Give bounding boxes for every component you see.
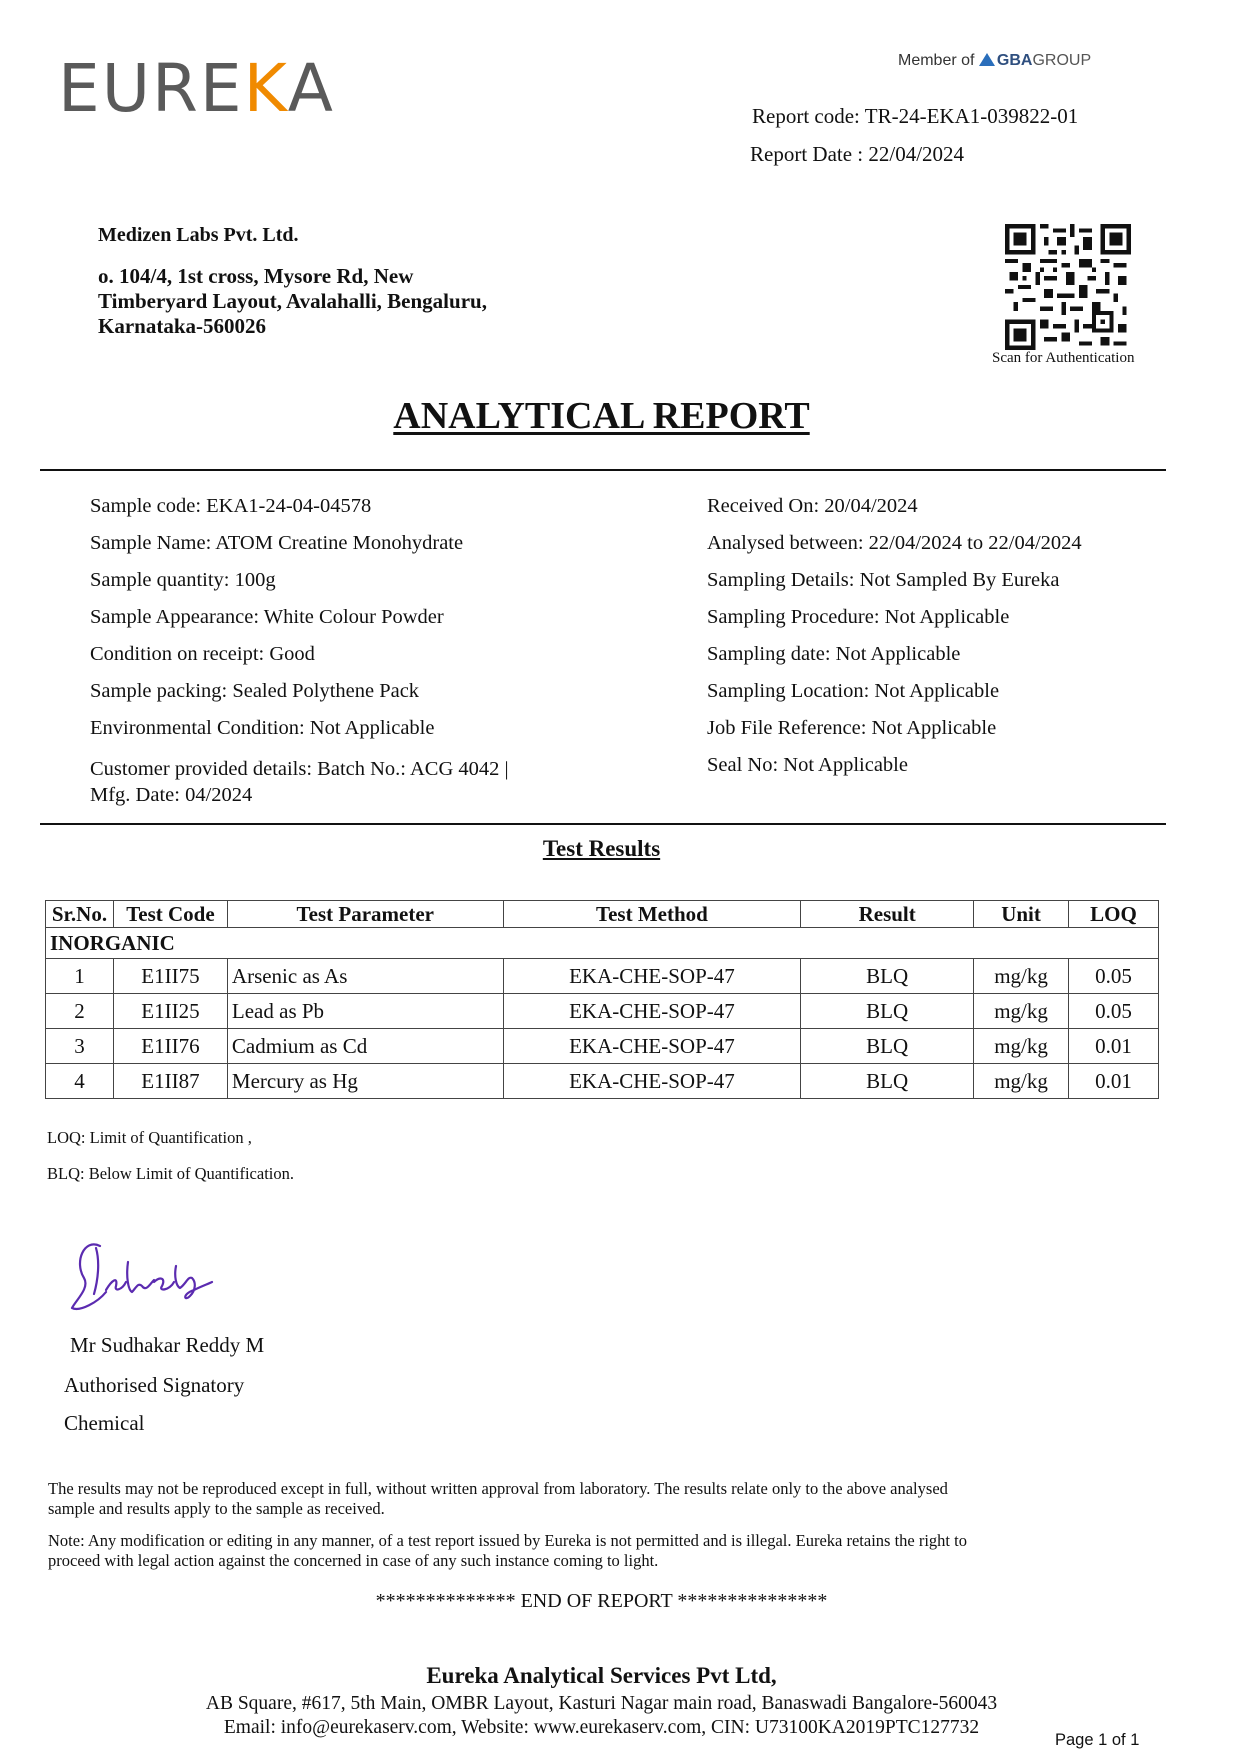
sample-detail: Condition on receipt: Good	[90, 643, 315, 665]
cell-result: BLQ	[801, 994, 974, 1029]
test-results-title: Test Results	[542, 836, 661, 861]
cell-test-code: E1II75	[113, 959, 227, 994]
disclaimer-reproduction	[48, 1479, 1128, 1519]
member-of-gba-group	[898, 52, 1091, 70]
cell-sr-no: 3	[46, 1029, 114, 1064]
sample-detail: Sample Appearance: White Colour Powder	[90, 606, 444, 628]
signatory-department: Chemical	[64, 1411, 145, 1435]
cell-result: BLQ	[801, 959, 974, 994]
cell-test-code: E1II76	[113, 1029, 227, 1064]
cell-sr-no: 1	[46, 959, 114, 994]
qr-code[interactable]	[1005, 224, 1131, 350]
divider	[40, 823, 1166, 825]
handwritten-signature	[70, 1232, 220, 1322]
column-header: Test Parameter	[227, 901, 503, 928]
column-header: Sr.No.	[46, 901, 114, 928]
column-header: Result	[801, 901, 974, 928]
sample-detail: Sample Name: ATOM Creatine Monohydrate	[90, 532, 464, 554]
sample-detail: Environmental Condition: Not Applicable	[90, 717, 435, 739]
sampling-detail: Analysed between: 22/04/2024 to 22/04/2024	[707, 532, 1082, 554]
divider	[40, 469, 1166, 471]
cell-result: BLQ	[801, 1029, 974, 1064]
client-address-line: o. 104/4, 1st cross, Mysore Rd, New	[98, 264, 414, 288]
report-date: Report Date : 22/04/2024	[750, 142, 965, 166]
table-row	[46, 994, 1159, 1029]
sample-detail: Sample packing: Sealed Polythene Pack	[90, 680, 420, 702]
client-address-line: Timberyard Layout, Avalahalli, Bengaluru,	[98, 289, 487, 313]
gba-triangle-icon	[979, 53, 995, 66]
blq-note: BLQ: Below Limit of Quantification.	[47, 1164, 295, 1183]
table-header-row	[46, 901, 1159, 928]
cell-test-method: EKA-CHE-SOP-47	[503, 1029, 801, 1064]
category-label: INORGANIC	[46, 928, 1159, 959]
cell-loq: 0.01	[1069, 1029, 1159, 1064]
cell-test-code: E1II25	[113, 994, 227, 1029]
cell-test-parameter: Mercury as Hg	[227, 1064, 503, 1099]
cell-test-method: EKA-CHE-SOP-47	[503, 1064, 801, 1099]
cell-test-method: EKA-CHE-SOP-47	[503, 994, 801, 1029]
column-header: Test Code	[113, 901, 227, 928]
end-of-report: ************** END OF REPORT ***************	[375, 1590, 828, 1612]
cell-test-method: EKA-CHE-SOP-47	[503, 959, 801, 994]
gba-label: GBA	[996, 52, 1033, 69]
cell-unit: mg/kg	[974, 1029, 1069, 1064]
disclaimer-modification	[48, 1531, 1128, 1571]
cell-loq: 0.05	[1069, 994, 1159, 1029]
client-address-line: Karnataka-560026	[98, 314, 266, 338]
cell-test-parameter: Cadmium as Cd	[227, 1029, 503, 1064]
column-header: Unit	[974, 901, 1069, 928]
sampling-detail: Sampling Location: Not Applicable	[707, 680, 1000, 702]
column-header: LOQ	[1069, 901, 1159, 928]
cell-sr-no: 4	[46, 1064, 114, 1099]
qr-caption: Scan for Authentication	[992, 350, 1135, 366]
footer-contact: Email: info@eurekaserv.com, Website: www.eurekaserv.com, CIN: U73100KA2019PTC127732	[223, 1717, 980, 1738]
cell-unit: mg/kg	[974, 1064, 1069, 1099]
disclaimer-line: sample and results apply to the sample as received.	[48, 1499, 385, 1518]
sampling-detail: Sampling date: Not Applicable	[707, 643, 961, 665]
cell-test-parameter: Arsenic as As	[227, 959, 503, 994]
report-code: Report code: TR-24-EKA1-039822-01	[752, 104, 1079, 128]
cell-test-parameter: Lead as Pb	[227, 994, 503, 1029]
loq-note: LOQ: Limit of Quantification ,	[47, 1128, 252, 1147]
table-row	[46, 1064, 1159, 1099]
sample-detail: Sample quantity: 100g	[90, 569, 276, 591]
group-label: GROUP	[1032, 52, 1092, 69]
cell-result: BLQ	[801, 1064, 974, 1099]
sampling-detail: Seal No: Not Applicable	[707, 754, 908, 776]
disclaimer-line: Note: Any modification or editing in any manner, of a test report issued by Eureka is not permitted and is illegal. Eureka retains the right to	[48, 1531, 967, 1550]
table-row	[46, 959, 1159, 994]
page-number: Page 1 of 1	[1055, 1731, 1140, 1749]
sampling-detail: Job File Reference: Not Applicable	[707, 717, 997, 739]
disclaimer-line: The results may not be reproduced except in full, without written approval from laboratory. The results relate only to the above analysed	[48, 1479, 948, 1498]
company-logo: EUREKA	[58, 50, 335, 127]
sample-detail: Sample code: EKA1-24-04-04578	[90, 495, 372, 517]
sampling-detail: Sampling Details: Not Sampled By Eureka	[707, 569, 1060, 591]
disclaimer-line: proceed with legal action against the concerned in case of any such instance coming to light.	[48, 1551, 659, 1570]
report-title: ANALYTICAL REPORT	[393, 395, 810, 437]
cell-unit: mg/kg	[974, 994, 1069, 1029]
client-name: Medizen Labs Pvt. Ltd.	[98, 224, 299, 246]
member-of-label: Member of	[898, 52, 975, 69]
table-row	[46, 1029, 1159, 1064]
category-row	[46, 928, 1159, 959]
sample-detail: Mfg. Date: 04/2024	[90, 784, 253, 806]
sampling-detail: Received On: 20/04/2024	[707, 495, 918, 517]
cell-unit: mg/kg	[974, 959, 1069, 994]
results-table	[45, 900, 1159, 1099]
cell-loq: 0.05	[1069, 959, 1159, 994]
client-address	[98, 264, 487, 339]
column-header: Test Method	[503, 901, 801, 928]
footer-address: AB Square, #617, 5th Main, OMBR Layout, Kasturi Nagar main road, Banaswadi Bangalore-560043	[205, 1693, 998, 1714]
cell-loq: 0.01	[1069, 1064, 1159, 1099]
footer-company-name: Eureka Analytical Services Pvt Ltd,	[426, 1663, 777, 1688]
sample-detail: Customer provided details: Batch No.: ACG 4042 |	[90, 758, 509, 780]
cell-test-code: E1II87	[113, 1064, 227, 1099]
signatory-role: Authorised Signatory	[64, 1373, 245, 1397]
signatory-name: Mr Sudhakar Reddy M	[70, 1333, 265, 1357]
sampling-detail: Sampling Procedure: Not Applicable	[707, 606, 1010, 628]
cell-sr-no: 2	[46, 994, 114, 1029]
